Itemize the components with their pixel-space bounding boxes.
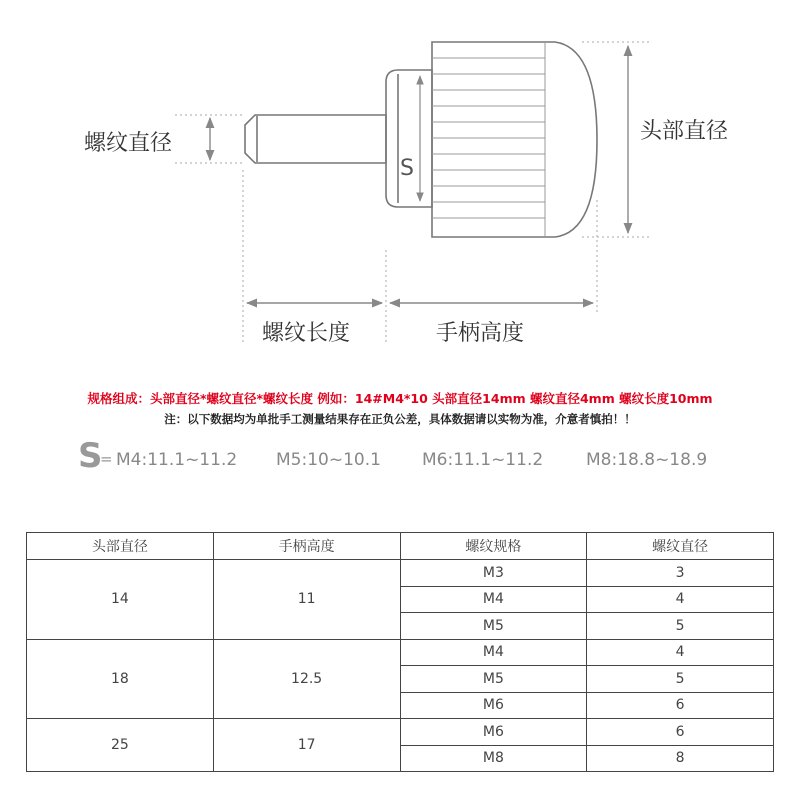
thread-length-label: 螺纹长度 xyxy=(262,321,351,346)
thread-diameter-cell: 5 xyxy=(587,613,774,640)
s-value-m5: M5:10~10.1 xyxy=(276,450,381,470)
thread-diameter-cell: 6 xyxy=(587,692,774,719)
thread-diameter-cell: 8 xyxy=(587,745,774,772)
table-row xyxy=(27,719,774,746)
thread-spec-cell: M5 xyxy=(400,666,587,693)
header-head-diameter: 头部直径 xyxy=(27,533,214,560)
handle-height-cell: 12.5 xyxy=(213,639,400,719)
handle-height-cell: 17 xyxy=(213,719,400,772)
thumb-screw-drawing xyxy=(0,0,800,370)
s-symbol: S xyxy=(78,436,103,476)
thread-diameter-cell: 4 xyxy=(587,586,774,613)
table-row xyxy=(27,560,774,587)
thread-diameter-label: 螺纹直径 xyxy=(84,131,173,156)
head-diameter-cell: 14 xyxy=(27,560,214,640)
header-thread-diameter: 螺纹直径 xyxy=(587,533,774,560)
handle-height-label: 手柄高度 xyxy=(436,321,525,346)
head-diameter-label: 头部直径 xyxy=(640,119,729,144)
header-thread-spec: 螺纹规格 xyxy=(400,533,587,560)
collar xyxy=(386,70,432,207)
thread-diameter-cell: 6 xyxy=(587,719,774,746)
thread-spec-cell: M4 xyxy=(400,586,587,613)
thread-diameter-cell: 3 xyxy=(587,560,774,587)
knurled-head xyxy=(432,42,597,237)
thread-spec-cell: M4 xyxy=(400,639,587,666)
s-value-m8: M8:18.8~18.9 xyxy=(586,450,708,470)
s-value-m4: M4:11.1~11.2 xyxy=(116,450,238,470)
thread-diameter-cell: 5 xyxy=(587,666,774,693)
head-diameter-cell: 25 xyxy=(27,719,214,772)
handle-height-cell: 11 xyxy=(213,560,400,640)
thread-spec-cell: M6 xyxy=(400,692,587,719)
spec-table xyxy=(26,532,774,772)
thread-spec-cell: M5 xyxy=(400,613,587,640)
thread-shaft xyxy=(245,115,386,163)
s-equals: = xyxy=(100,450,113,468)
s-value-m6: M6:11.1~11.2 xyxy=(422,450,544,470)
thread-spec-cell: M8 xyxy=(400,745,587,772)
disclaimer-note: 注：以下数据均为单批手工测量结果存在正负公差，具体数据请以实物为准，介意者慎拍！！ xyxy=(164,412,636,426)
thread-diameter-cell: 4 xyxy=(587,639,774,666)
header-handle-height: 手柄高度 xyxy=(213,533,400,560)
head-diameter-cell: 18 xyxy=(27,639,214,719)
extension-lines xyxy=(175,42,652,342)
thread-spec-cell: M6 xyxy=(400,719,587,746)
table-row xyxy=(27,639,774,666)
thread-spec-cell: M3 xyxy=(400,560,587,587)
table-header-row xyxy=(27,533,774,560)
s-marker: S xyxy=(400,156,414,181)
knurl-ridges xyxy=(432,42,545,237)
spec-format-note: 规格组成：头部直径*螺纹直径*螺纹长度 例如：14#M4*10 头部直径14mm 螺纹直径4mm 螺纹长度10mm xyxy=(87,391,713,406)
